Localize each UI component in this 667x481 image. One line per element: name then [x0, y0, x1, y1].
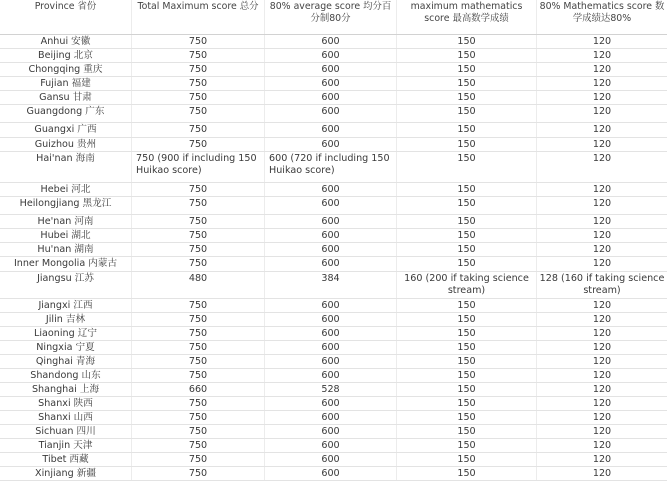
- avg80-cell: 600: [264, 91, 396, 104]
- province-cell: Liaoning 辽宁: [34, 328, 97, 339]
- avg80-cell: 600: [264, 411, 396, 424]
- math-max-cell: 150: [396, 467, 536, 480]
- table-row: [0, 299, 667, 313]
- province-cell: Guizhou 贵州: [34, 139, 97, 150]
- province-cell: Jiangxi 江西: [38, 300, 93, 311]
- table-body: [0, 35, 667, 481]
- avg80-cell: 600: [264, 397, 396, 410]
- total-max-cell: 750: [131, 123, 264, 137]
- math80-cell: 120: [536, 439, 667, 452]
- math-max-cell: 150: [396, 35, 536, 48]
- table-row: [0, 439, 667, 453]
- total-max-cell: 750: [131, 257, 264, 271]
- avg80-cell: 600: [264, 327, 396, 340]
- math-max-cell: 150: [396, 383, 536, 396]
- total-max-cell: 660: [131, 383, 264, 396]
- province-cell: Guangxi 广西: [34, 124, 97, 135]
- total-max-cell: 750: [131, 183, 264, 196]
- province-cell: Shandong 山东: [30, 370, 101, 381]
- math-max-cell: 150: [396, 183, 536, 196]
- avg80-cell: 528: [264, 383, 396, 396]
- total-max-cell: 750: [131, 341, 264, 354]
- table-row: [0, 49, 667, 63]
- province-cell: Heilongjiang 黑龙江: [19, 198, 112, 209]
- avg80-cell: 600: [264, 425, 396, 438]
- math80-cell: 120: [536, 369, 667, 382]
- province-cell: Jilin 吉林: [45, 314, 86, 325]
- math-max-cell: 160 (200 if taking science stream): [396, 272, 536, 298]
- avg80-cell: 384: [264, 272, 396, 298]
- avg80-cell: 600: [264, 355, 396, 368]
- total-max-cell: 750: [131, 138, 264, 151]
- math80-cell: 120: [536, 105, 667, 122]
- province-cell: Gansu 甘肃: [39, 92, 92, 103]
- header-avg80: 80% average score 均分百分制80分: [264, 0, 396, 34]
- table-row: [0, 152, 667, 183]
- total-max-cell: 750: [131, 229, 264, 242]
- math80-cell: 120: [536, 215, 667, 228]
- math-max-cell: 150: [396, 327, 536, 340]
- total-max-cell: 750: [131, 467, 264, 480]
- table-row: [0, 215, 667, 229]
- math-max-cell: 150: [396, 123, 536, 137]
- math80-cell: 120: [536, 49, 667, 62]
- math-max-cell: 150: [396, 341, 536, 354]
- total-max-cell: 750: [131, 35, 264, 48]
- math-max-cell: 150: [396, 229, 536, 242]
- table-row: [0, 272, 667, 299]
- total-max-cell: 750: [131, 411, 264, 424]
- math-max-cell: 150: [396, 439, 536, 452]
- avg80-cell: 600: [264, 229, 396, 242]
- table-row: [0, 383, 667, 397]
- math-max-cell: 150: [396, 299, 536, 312]
- table-row: [0, 91, 667, 105]
- avg80-cell: 600: [264, 257, 396, 271]
- total-max-cell: 750: [131, 327, 264, 340]
- math-max-cell: 150: [396, 369, 536, 382]
- header-math-max: maximum mathematics score 最高数学成绩: [396, 0, 536, 34]
- total-max-cell: 750: [131, 105, 264, 122]
- province-cell: Shanxi 山西: [38, 412, 93, 423]
- province-cell: Qinghai 青海: [35, 356, 96, 367]
- math80-cell: 120: [536, 327, 667, 340]
- total-max-cell: 750: [131, 313, 264, 326]
- province-cell: Hai'nan 海南: [36, 153, 95, 164]
- total-max-cell: 750: [131, 197, 264, 214]
- avg80-cell: 600: [264, 138, 396, 151]
- table-row: [0, 243, 667, 257]
- math80-cell: 120: [536, 257, 667, 271]
- math80-cell: 120: [536, 138, 667, 151]
- math-max-cell: 150: [396, 215, 536, 228]
- math80-cell: 120: [536, 152, 667, 182]
- math-max-cell: 150: [396, 197, 536, 214]
- math80-cell: 120: [536, 425, 667, 438]
- province-cell: Hubei 湖北: [40, 230, 91, 241]
- table-row: [0, 197, 667, 215]
- province-cell: Tianjin 天津: [38, 440, 93, 451]
- math80-cell: 120: [536, 355, 667, 368]
- table-row: [0, 77, 667, 91]
- avg80-cell: 600: [264, 215, 396, 228]
- avg80-cell: 600: [264, 105, 396, 122]
- math80-cell: 120: [536, 453, 667, 466]
- math-max-cell: 150: [396, 105, 536, 122]
- table-row: [0, 327, 667, 341]
- math80-cell: 120: [536, 243, 667, 256]
- table-row: [0, 411, 667, 425]
- math80-cell: 120: [536, 123, 667, 137]
- avg80-cell: 600: [264, 467, 396, 480]
- total-max-cell: 750: [131, 299, 264, 312]
- header-province: Province 省份: [34, 1, 97, 12]
- math-max-cell: 150: [396, 49, 536, 62]
- math80-cell: 120: [536, 341, 667, 354]
- total-max-cell: 750: [131, 77, 264, 90]
- province-cell: Tibet 西藏: [42, 454, 89, 465]
- avg80-cell: 600: [264, 243, 396, 256]
- province-cell: Sichuan 四川: [35, 426, 96, 437]
- table-row: [0, 105, 667, 123]
- math-max-cell: 150: [396, 138, 536, 151]
- math80-cell: 128 (160 if taking science stream): [536, 272, 667, 298]
- math80-cell: 120: [536, 77, 667, 90]
- header-total-max: Total Maximum score 总分: [131, 0, 264, 34]
- avg80-cell: 600 (720 if including 150 Huikao score): [264, 152, 396, 182]
- table-row: [0, 355, 667, 369]
- province-cell: Ningxia 宁夏: [36, 342, 95, 353]
- province-cell: He'nan 河南: [37, 216, 94, 227]
- avg80-cell: 600: [264, 183, 396, 196]
- math-max-cell: 150: [396, 77, 536, 90]
- total-max-cell: 750: [131, 453, 264, 466]
- math-max-cell: 150: [396, 257, 536, 271]
- total-max-cell: 480: [131, 272, 264, 298]
- province-cell: Beijing 北京: [38, 50, 93, 61]
- math-max-cell: 150: [396, 411, 536, 424]
- header-math80: 80% Mathematics score 数学成绩达80%: [536, 0, 667, 34]
- avg80-cell: 600: [264, 63, 396, 76]
- math-max-cell: 150: [396, 453, 536, 466]
- province-cell: Chongqing 重庆: [28, 64, 103, 75]
- table-row: [0, 123, 667, 138]
- avg80-cell: 600: [264, 369, 396, 382]
- math80-cell: 120: [536, 63, 667, 76]
- table-row: [0, 369, 667, 383]
- province-cell: Hu'nan 湖南: [37, 244, 94, 255]
- math80-cell: 120: [536, 197, 667, 214]
- math80-cell: 120: [536, 313, 667, 326]
- avg80-cell: 600: [264, 49, 396, 62]
- province-cell: Xinjiang 新疆: [35, 468, 96, 479]
- math80-cell: 120: [536, 299, 667, 312]
- math80-cell: 120: [536, 383, 667, 396]
- math-max-cell: 150: [396, 152, 536, 182]
- math-max-cell: 150: [396, 63, 536, 76]
- math80-cell: 120: [536, 229, 667, 242]
- province-cell: Jiangsu 江苏: [37, 273, 94, 284]
- math-max-cell: 150: [396, 313, 536, 326]
- table-row: [0, 341, 667, 355]
- math-max-cell: 150: [396, 425, 536, 438]
- math80-cell: 120: [536, 35, 667, 48]
- math-max-cell: 150: [396, 355, 536, 368]
- total-max-cell: 750: [131, 91, 264, 104]
- avg80-cell: 600: [264, 313, 396, 326]
- math80-cell: 120: [536, 91, 667, 104]
- avg80-cell: 600: [264, 453, 396, 466]
- table-row: [0, 425, 667, 439]
- avg80-cell: 600: [264, 35, 396, 48]
- total-max-cell: 750 (900 if including 150 Huikao score): [131, 152, 264, 182]
- table-row: [0, 313, 667, 327]
- total-max-cell: 750: [131, 63, 264, 76]
- total-max-cell: 750: [131, 369, 264, 382]
- avg80-cell: 600: [264, 197, 396, 214]
- province-cell: Shanghai 上海: [31, 384, 100, 395]
- total-max-cell: 750: [131, 355, 264, 368]
- math-max-cell: 150: [396, 243, 536, 256]
- avg80-cell: 600: [264, 439, 396, 452]
- table-row: [0, 63, 667, 77]
- total-max-cell: 750: [131, 215, 264, 228]
- table-row: [0, 138, 667, 152]
- province-cell: Guangdong 广东: [26, 106, 105, 117]
- math80-cell: 120: [536, 183, 667, 196]
- total-max-cell: 750: [131, 243, 264, 256]
- table-header-row: [0, 0, 667, 35]
- table-row: [0, 397, 667, 411]
- table-row: [0, 257, 667, 272]
- avg80-cell: 600: [264, 341, 396, 354]
- province-cell: Hebei 河北: [40, 184, 91, 195]
- math-max-cell: 150: [396, 91, 536, 104]
- province-cell: Shanxi 陕西: [38, 398, 93, 409]
- table-row: [0, 229, 667, 243]
- table-row: [0, 35, 667, 49]
- table-row: [0, 467, 667, 481]
- math80-cell: 120: [536, 411, 667, 424]
- avg80-cell: 600: [264, 299, 396, 312]
- avg80-cell: 600: [264, 77, 396, 90]
- total-max-cell: 750: [131, 49, 264, 62]
- math80-cell: 120: [536, 467, 667, 480]
- total-max-cell: 750: [131, 425, 264, 438]
- total-max-cell: 750: [131, 397, 264, 410]
- province-cell: Inner Mongolia 内蒙古: [13, 258, 118, 269]
- total-max-cell: 750: [131, 439, 264, 452]
- math80-cell: 120: [536, 397, 667, 410]
- table-row: [0, 183, 667, 197]
- math-max-cell: 150: [396, 397, 536, 410]
- avg80-cell: 600: [264, 123, 396, 137]
- province-cell: Fujian 福建: [40, 78, 91, 89]
- province-cell: Anhui 安徽: [40, 36, 91, 47]
- table-row: [0, 453, 667, 467]
